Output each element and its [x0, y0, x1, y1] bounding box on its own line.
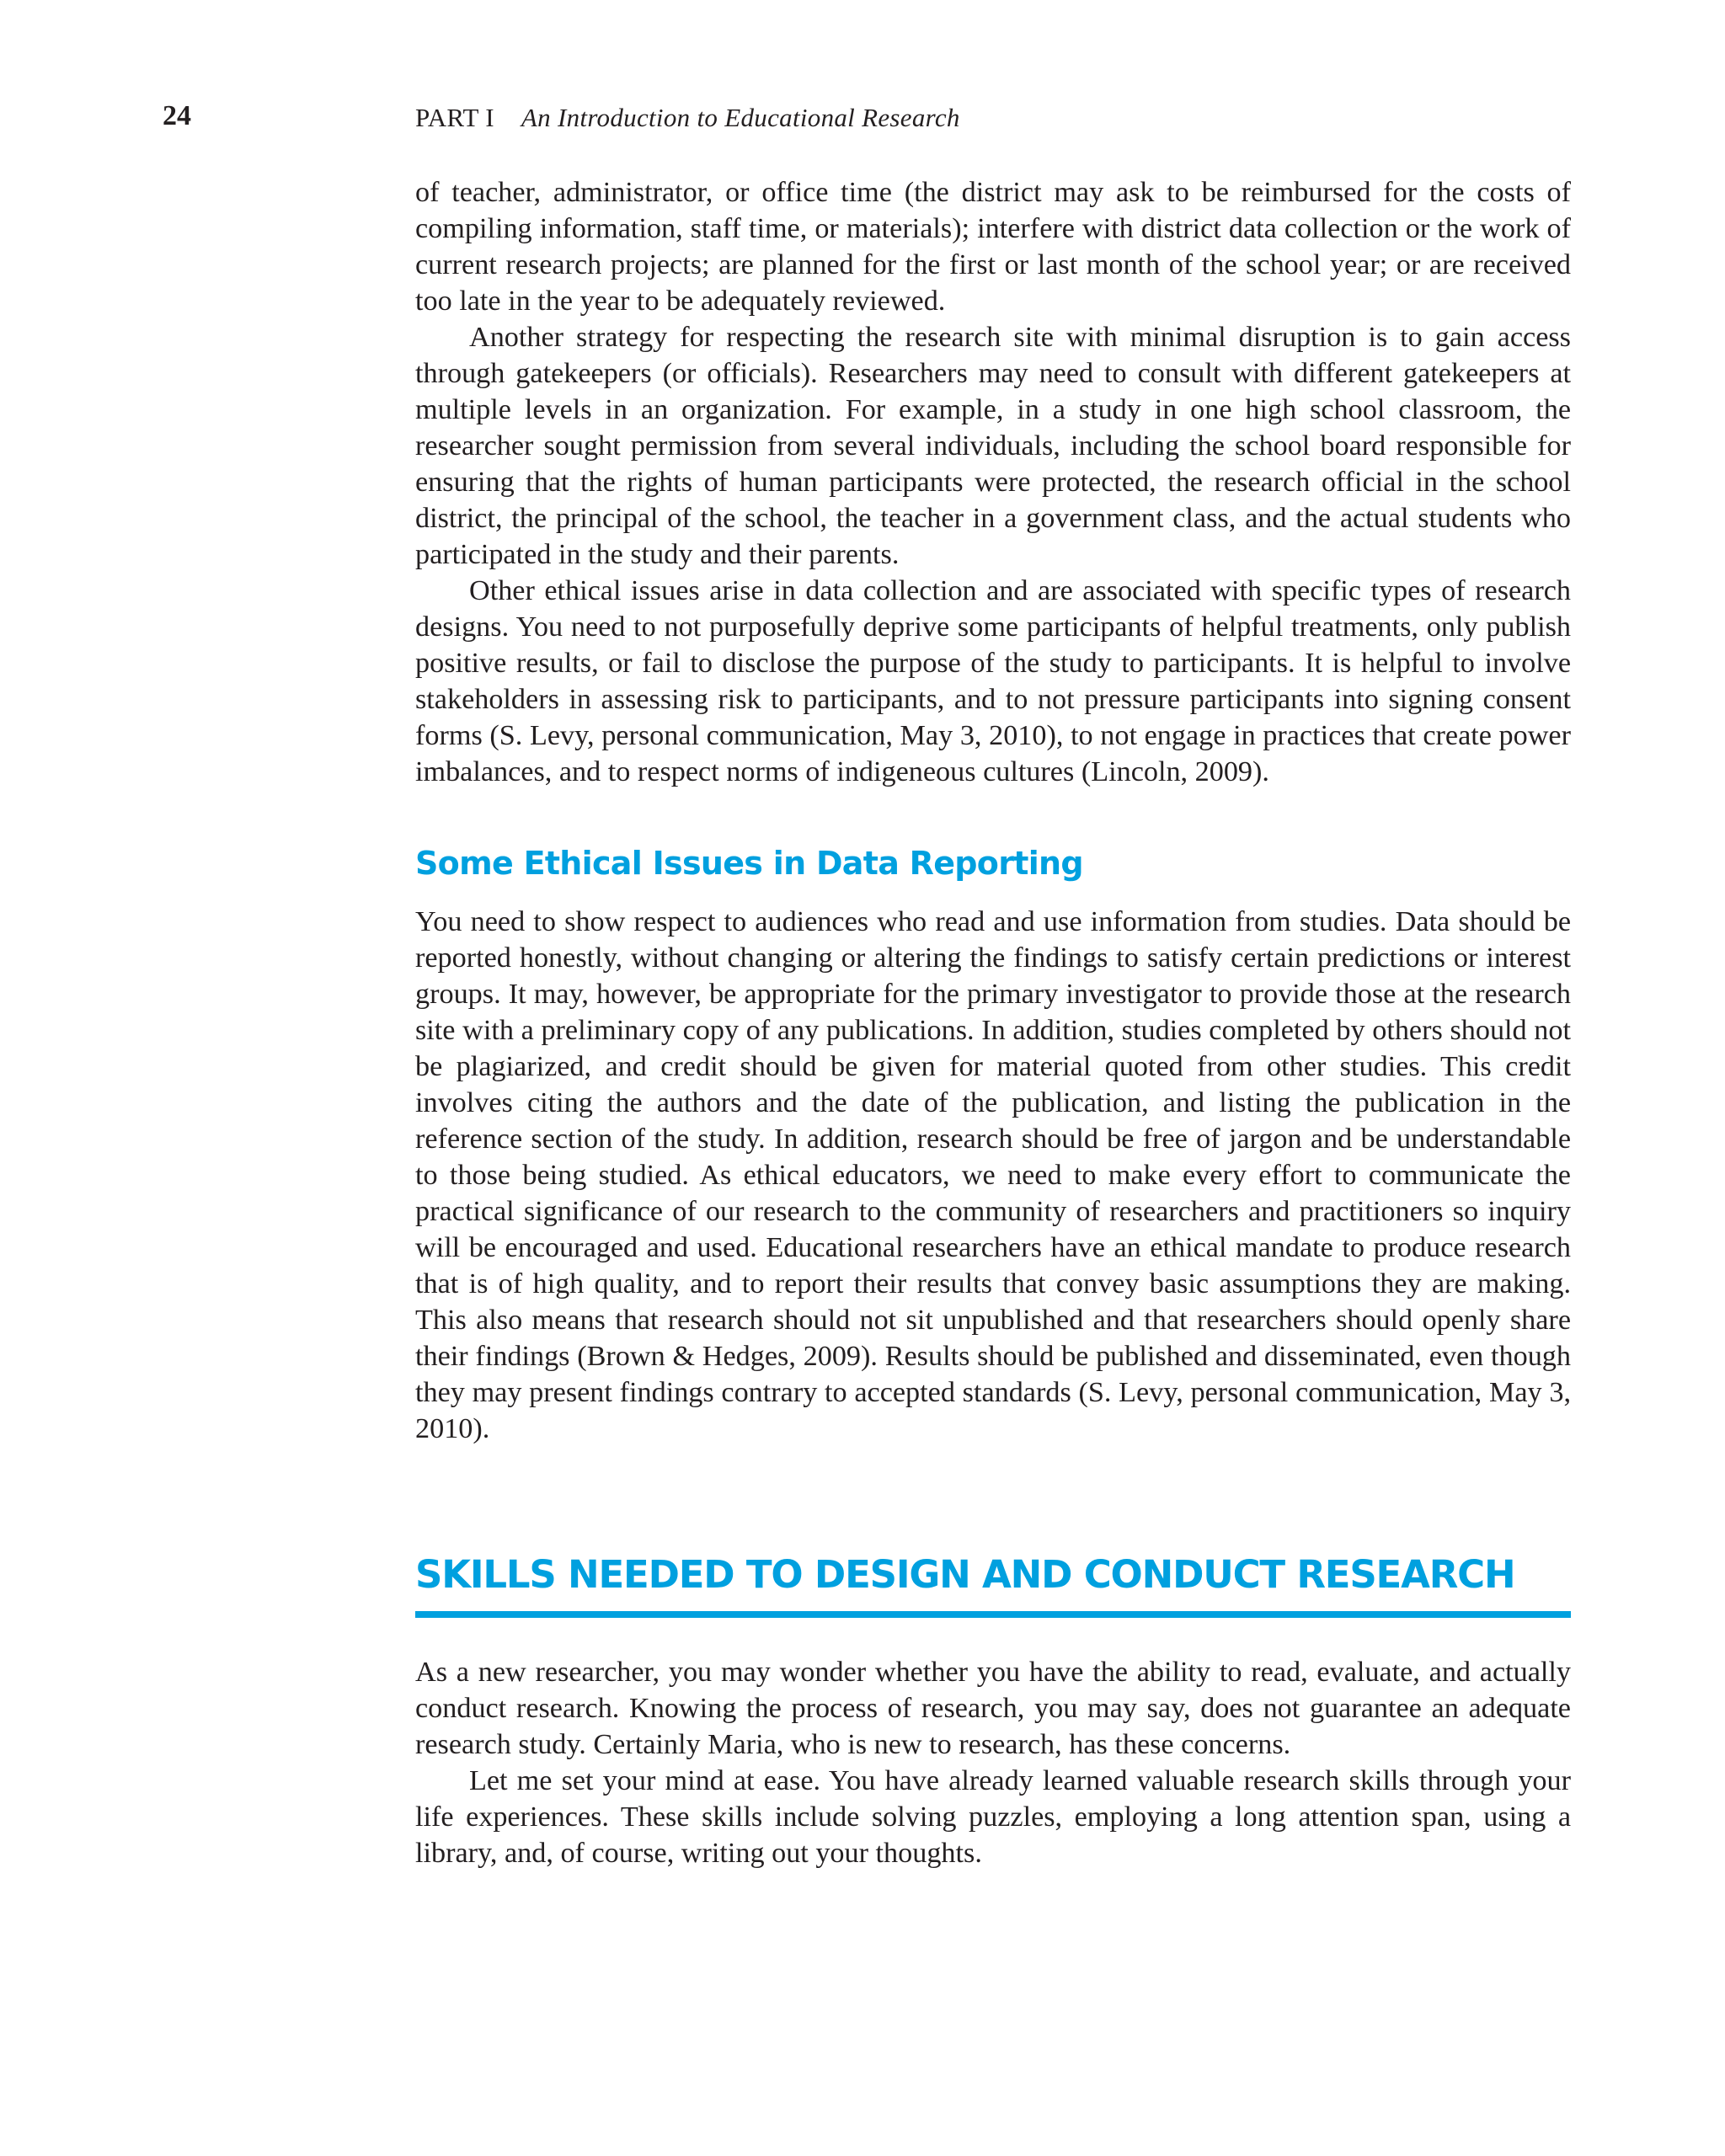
running-head: [415, 101, 960, 135]
paragraph: Let me set your mind at ease. You have already learned valuable research skills through your life experiences. These skills include solving puzzles, employing a long attention span, using a library, and, of course, writing out your thoughts.: [415, 1765, 1571, 1869]
page-number: 24: [163, 100, 191, 131]
section-heading: Some Ethical Issues in Data Reporting: [415, 845, 1083, 882]
paragraph: Another strategy for respecting the research site with minimal disruption is to gain access through gatekeepers (or officials). Researchers may need to consult with different gatekeepers at multiple levels in an organization. For example, in a study in one high school classroom, the researcher sought permission from several individuals, including the school board responsible for ensuring that the rights of human participants were protected, the research official in the school district, the principal of the school, the teacher in a government class, and the actual students who participated in the study and their parents.: [415, 322, 1571, 570]
main-content: [415, 174, 1571, 1871]
book-title: An Introduction to Educational Research: [521, 103, 960, 132]
paragraph: of teacher, administrator, or office time (the district may ask to be reimbursed for the costs of compiling information, staff time, or materials); interfere with district data collection or the work of current research projects; are planned for the first or last month of the school year; or are received too late in the year to be adequately reviewed.: [415, 177, 1571, 317]
paragraph: As a new researcher, you may wonder whether you have the ability to read, evaluate, and actually conduct research. Knowing the process of research, you may say, does not guarantee an adequate research study. Certainly Maria, who is new to research, has these concerns.: [415, 1657, 1571, 1760]
paragraph: Other ethical issues arise in data collection and are associated with specific types of research designs. You need to not purposefully deprive some participants of helpful treatments, only publish positive results, or fail to disclose the purpose of the study to participants. It is helpful to involve stakeholders in assessing risk to participants, and to not pressure participants into signing consent forms (S. Levy, personal communication, May 3, 2010), to not engage in practices that create power imbalances, and to respect norms of indigeneous cultures (Lincoln, 2009).: [415, 575, 1571, 787]
part-label: PART I: [415, 103, 494, 132]
chapter-heading: SKILLS NEEDED TO DESIGN AND CONDUCT RESEARCH: [415, 1545, 1571, 1618]
paragraph: You need to show respect to audiences who read and use information from studies. Data should be reported honestly, without changing or altering the findings to satisfy certain predictions or interest groups. It may, however, be appropriate for the primary investigator to provide those at the research site with a preliminary copy of any publications. In addition, studies completed by others should not be plagiarized, and credit should be given for material quoted from other studies. This credit involves citing the authors and the date of the publication, and listing the publication in the reference section of the study. In addition, research should be free of jargon and be understandable to those being studied. As ethical educators, we need to make every effort to communicate the practical significance of our research to the community of researchers and practitioners so inquiry will be encouraged and used. Educational researchers have an ethical mandate to produce research that is of high quality, and to report their results that convey basic assumptions they are making. This also means that research should not sit unpublished and that researchers should openly share their findings (Brown & Hedges, 2009). Results should be published and disseminated, even though they may present findings contrary to accepted standards (S. Levy, personal communication, May 3, 2010).: [415, 906, 1571, 1444]
